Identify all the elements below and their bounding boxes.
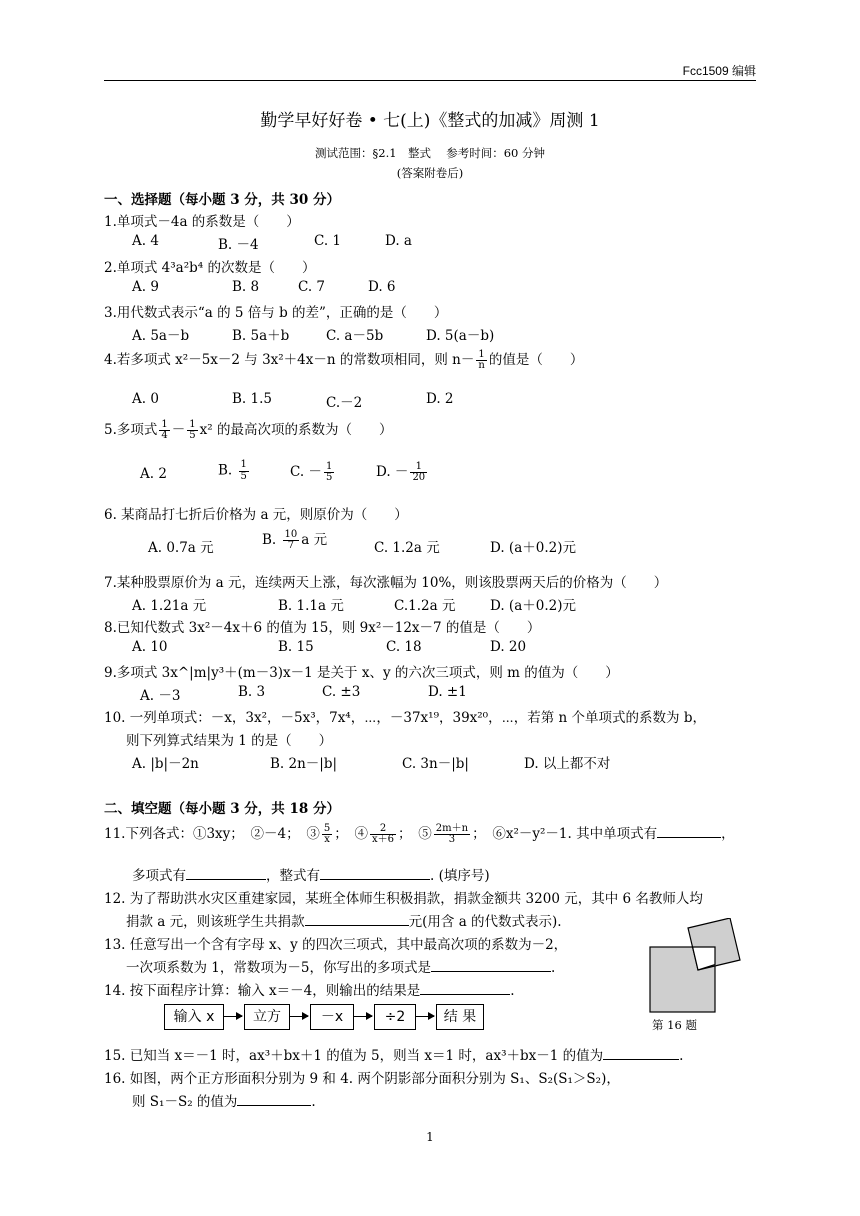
q4-fraction <box>476 350 486 372</box>
q9-option-a: A. －3 <box>140 688 181 704</box>
q11-line2-b: ，整式有 <box>266 868 320 884</box>
q3-option-d: D. 5(a－b) <box>426 328 495 344</box>
page-title: 勤学早好好卷 • 七(上)《整式的加减》周测 1 <box>260 111 600 131</box>
q9-stem: 9.多项式 3x^|m|y³＋(m－3)x－1 是关于 x、y 的六次三项式，则 m 的值为（ ） <box>104 665 619 681</box>
q11-f3-den: x <box>324 834 330 845</box>
page-number: 1 <box>426 1130 434 1144</box>
q2-option-c: C. 7 <box>298 279 326 295</box>
q11-line2-a: 多项式有 <box>132 868 186 884</box>
section-2-title: 二、填空题（每小题 3 分，共 18 分） <box>104 801 340 817</box>
q14-blank[interactable] <box>420 982 510 995</box>
q11-fraction-4 <box>370 824 396 846</box>
q13-line2-a: 一次项系数为 1，常数项为－5，你写出的多项式是 <box>126 960 431 976</box>
q4-stem-post: 的值是（ ） <box>488 352 584 368</box>
q11-blank-polynomials[interactable] <box>186 867 266 880</box>
q1-option-d: D. a <box>385 233 412 249</box>
q12-blank[interactable] <box>305 913 409 926</box>
q5-f2-den: 5 <box>189 430 196 441</box>
q11-fraction-5 <box>434 824 470 846</box>
q11-blank-monomials[interactable] <box>657 825 721 838</box>
q6-option-d: D. (a＋0.2)元 <box>490 540 576 556</box>
q4-option-b: B. 1.5 <box>232 391 272 407</box>
q12-line-1: 12. 为了帮助洪水灾区重建家园，某班全体师生积极捐款，捐款金额共 3200 元，其中 6 名教师人均 <box>104 891 703 907</box>
flow-box-divide-2: ÷2 <box>374 1004 416 1030</box>
q12-line2-a: 捐款 a 元，则该班学生共捐款 <box>126 914 305 930</box>
q11-post: ； ⑥x²－y²－1. 其中单项式有 <box>472 826 658 842</box>
q10-option-a: A. |b|－2n <box>132 756 199 772</box>
q5-b-den: 5 <box>240 470 247 482</box>
q10-option-d: D. 以上都不对 <box>524 756 611 772</box>
q2-stem: 2.单项式 4³a²b⁴ 的次数是（ ） <box>104 260 316 276</box>
q15-end: . <box>679 1048 684 1064</box>
q11-f4-den: x＋6 <box>372 834 395 845</box>
q16-line-1: 16. 如图，两个正方形面积分别为 9 和 4. 两个阴影部分面积分别为 S₁、S₂(S₁＞S₂)， <box>104 1071 620 1087</box>
q7-option-c: C.1.2a 元 <box>394 598 456 614</box>
flow-box-result: 结 果 <box>436 1004 484 1030</box>
q5-d-den: 20 <box>412 472 426 483</box>
q1-option-a: A. 4 <box>132 233 159 249</box>
q5-f1-num: 1 <box>161 418 168 430</box>
q13-line2-b: . <box>550 960 556 976</box>
q11-line-1 <box>104 822 735 846</box>
q10-option-b: B. 2n－|b| <box>270 756 338 772</box>
q2-option-d: D. 6 <box>368 279 396 295</box>
q5-option-b <box>218 460 251 482</box>
q5-c-num: 1 <box>325 460 333 472</box>
q3-option-c: C. a－5b <box>326 328 384 344</box>
q4-stem <box>104 348 583 372</box>
q13-line-1: 13. 任意写出一个含有字母 x、y 的四次三项式，其中最高次项的系数为－2， <box>104 937 568 953</box>
q7-option-a: A. 1.21a 元 <box>132 598 207 614</box>
q6-b-num: 10 <box>284 528 298 540</box>
q11-mid1: ； ④ <box>334 826 369 842</box>
answer-note: (答案附卷后) <box>396 166 464 180</box>
q11-end: ， <box>721 826 735 842</box>
q8-stem: 8.已知代数式 3x²－4x＋6 的值为 15，则 9x²－12x－7 的值是（ ） <box>104 620 541 636</box>
q5-option-d-fraction <box>410 462 427 484</box>
q5-option-a: A. 2 <box>140 466 167 482</box>
q9-option-d: D. ±1 <box>428 684 467 700</box>
q5-option-b-fraction <box>239 460 249 482</box>
q11-line2-c: . (填序号) <box>430 868 490 884</box>
q8-option-b: B. 15 <box>278 639 314 655</box>
flow-box-minus-x: －x <box>310 1004 354 1030</box>
q5-stem <box>104 418 392 442</box>
q6-option-b-post: a 元 <box>301 532 328 548</box>
q10-line-2: 则下列算式结果为 1 的是（ ） <box>126 733 333 749</box>
q5-option-c-label: C. － <box>290 464 322 480</box>
q7-stem: 7.某种股票原价为 a 元，连续两天上涨，每次涨幅为 10%，则该股票两天后的价格为（ ） <box>104 575 668 591</box>
q4-frac-num: 1 <box>476 350 486 362</box>
q6-stem: 6. 某商品打七折后价格为 a 元，则原价为（ ） <box>104 507 408 523</box>
figure-caption: 第 16 题 <box>652 1018 697 1032</box>
q13-blank[interactable] <box>431 959 551 972</box>
q5-fraction-1 <box>159 420 169 442</box>
q9-option-c: C. ±3 <box>322 684 361 700</box>
q6-option-b-fraction <box>283 530 300 552</box>
q11-fraction-3 <box>322 824 332 846</box>
flow-arrow-2 <box>290 1016 308 1017</box>
q4-option-c: C.－2 <box>326 395 363 411</box>
q11-f5-num: 2m＋n <box>435 822 469 834</box>
q3-option-a: A. 5a－b <box>132 328 190 344</box>
q15-text: 15. 已知当 x＝－1 时，ax³＋bx＋1 的值为 5，则当 x＝1 时，ax³＋bx－1 的值为 <box>104 1048 604 1064</box>
q15-line <box>104 1044 683 1064</box>
q16-line-2 <box>132 1090 316 1110</box>
q1-option-b: B. －4 <box>218 237 259 253</box>
q5-minus: － <box>171 422 186 438</box>
q5-option-d-label: D. － <box>376 464 409 480</box>
flow-arrow-3 <box>354 1016 372 1017</box>
q1-option-c: C. 1 <box>314 233 342 249</box>
q12-line-2 <box>126 910 562 930</box>
q6-option-c: C. 1.2a 元 <box>374 540 440 556</box>
q11-f3-num: 5 <box>323 822 331 834</box>
q5-f1-den: 4 <box>161 430 168 441</box>
q8-option-a: A. 10 <box>132 639 168 655</box>
q3-option-b: B. 5a＋b <box>232 328 290 344</box>
q9-option-b: B. 3 <box>238 684 266 700</box>
q16-blank[interactable] <box>237 1093 311 1106</box>
q11-f4-num: 2 <box>370 824 396 836</box>
q4-frac-den: n <box>478 360 485 371</box>
q14-line1-b: . <box>510 983 515 999</box>
q5-d-num: 1 <box>410 462 427 474</box>
q7-option-b: B. 1.1a 元 <box>278 598 344 614</box>
q5-option-d <box>376 460 429 484</box>
q4-option-d: D. 2 <box>426 391 454 407</box>
q4-option-a: A. 0 <box>132 391 159 407</box>
q7-option-d: D. (a＋0.2)元 <box>490 598 576 614</box>
flow-box-cube: 立方 <box>244 1004 290 1030</box>
q5-b-num: 1 <box>240 459 247 470</box>
q8-option-d: D. 20 <box>490 639 527 655</box>
q5-stem-pre: 5.多项式 <box>104 422 158 438</box>
q12-line2-b: 元(用含 a 的代数式表示). <box>408 914 562 930</box>
section-1-title: 一、选择题（每小题 3 分，共 30 分） <box>104 192 340 208</box>
q10-option-c: C. 3n－|b| <box>402 756 469 772</box>
q5-stem-post: x² 的最高次项的系数为（ ） <box>199 422 393 438</box>
q5-c-den: 5 <box>325 472 333 483</box>
q5-option-b-label: B. <box>218 462 233 479</box>
q6-option-a: A. 0.7a 元 <box>148 540 214 556</box>
q16-line2-a: 则 S₁－S₂ 的值为 <box>132 1094 238 1110</box>
q16-line2-b: . <box>311 1094 316 1110</box>
editor-credit: Fcc1509 编辑 <box>682 64 756 78</box>
test-scope: 测试范围：§2.1 整式 参考时间：60 分钟 <box>315 146 545 160</box>
q5-option-c-fraction <box>324 462 334 484</box>
q11-blank-integral[interactable] <box>320 867 430 880</box>
q3-stem: 3.用代数式表示“a 的 5 倍与 b 的差”，正确的是（ ） <box>104 305 448 321</box>
q11-line-2 <box>132 864 490 884</box>
q2-option-b: B. 8 <box>232 279 260 295</box>
q16-figure <box>640 918 750 1018</box>
q5-option-c <box>290 460 336 484</box>
q14-line1-a: 14. 按下面程序计算：输入 x＝－4，则输出的结果是 <box>104 983 421 999</box>
q6-option-b-label: B. <box>262 532 277 548</box>
q4-stem-pre: 4.若多项式 x²－5x－2 与 3x²＋4x－n 的常数项相同，则 n－ <box>104 352 475 368</box>
q11-f5-den: 3 <box>448 834 456 845</box>
q1-stem: 1.单项式－4a 的系数是（ ） <box>104 214 300 230</box>
flow-arrow-4 <box>416 1016 434 1017</box>
q6-b-den: 7 <box>287 540 295 551</box>
flow-arrow-1 <box>224 1016 242 1017</box>
q2-option-a: A. 9 <box>132 279 159 295</box>
q11-mid2: ； ⑤ <box>398 826 432 842</box>
header-rule <box>104 80 756 81</box>
q6-option-b <box>262 528 327 552</box>
q5-f2-num: 1 <box>189 418 196 430</box>
q14-line-1 <box>104 979 515 999</box>
flow-box-input: 输入 x <box>164 1004 224 1030</box>
q13-line-2 <box>126 956 555 976</box>
q10-line-1: 10. 一列单项式：－x，3x²，－5x³，7x⁴，⋯，－37x¹⁹，39x²⁰，⋯，若第 n 个单项式的系数为 b， <box>104 710 706 726</box>
q11-pre: 11.下列各式：①3xy； ②－4； ③ <box>104 826 320 842</box>
q15-blank[interactable] <box>603 1047 679 1060</box>
q8-option-c: C. 18 <box>386 639 422 655</box>
q5-fraction-2 <box>187 420 197 442</box>
